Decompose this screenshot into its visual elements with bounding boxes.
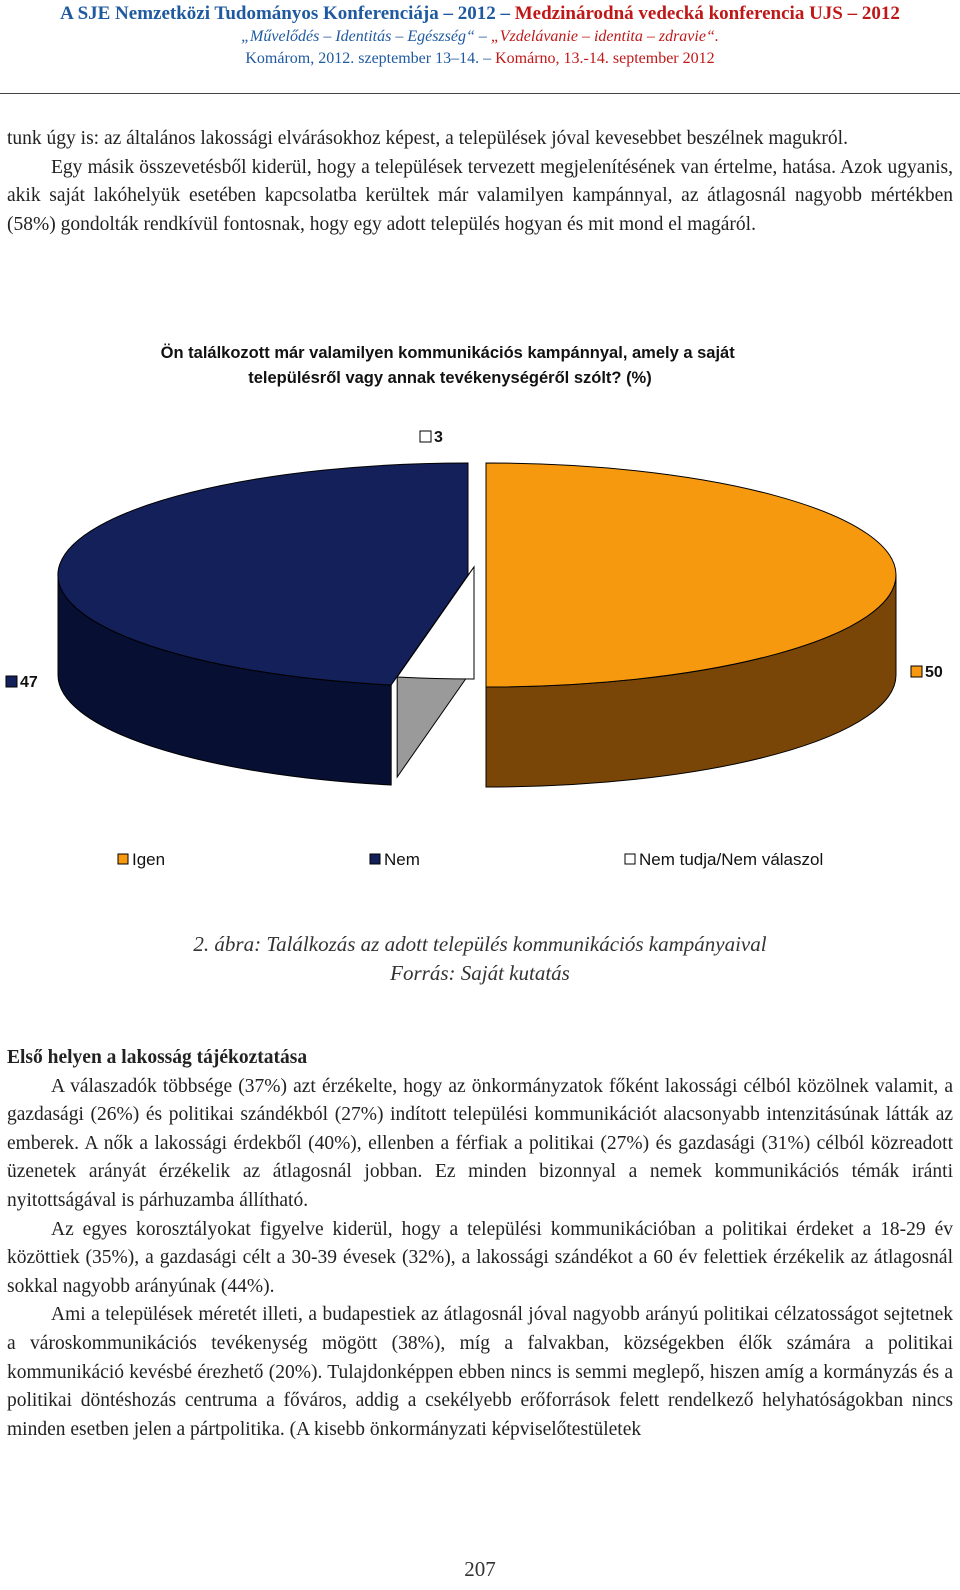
section-paragraph-3: Ami a települések méretét illeti, a budapestiek az átlagosnál jóval nagyobb arányú politikai célzatosságot sejtetnek a városkommunikációs tevékenység mögött (38%), míg a falvakban, községekben élők számára a politikai kommunikáció kevésbé érezhető (20%). Tulajdonképpen ebben nincs is semmi meglepő, hiszen amíg a kormányzás és a politikai döntéshozás centruma a főváros, addig a csekélyebb erőforrások felett rendelkező helyhatóságokban nincs minden esetben jelen a pártpolitika. (A kisebb önkormányzati képviselőtestületek xyxy=(7,1304,953,1440)
header-line-3-sk: Komárno, 13.-14. september 2012 xyxy=(495,50,715,67)
caption-title: 2. ábra: Találkozás az adott település kommunikációs kampányaival xyxy=(193,932,767,956)
legend-swatch-nem-tudja xyxy=(625,854,635,864)
chart-legend xyxy=(118,850,823,869)
pie-chart xyxy=(0,338,960,898)
data-label-nem-tudja: 3 xyxy=(434,429,443,446)
legend-label-igen: Igen xyxy=(132,850,166,869)
legend-label-nem: Nem xyxy=(384,850,420,869)
data-label-swatch-igen xyxy=(911,666,922,677)
chart-title xyxy=(161,343,740,387)
header-line-1 xyxy=(0,2,960,26)
data-label-igen: 50 xyxy=(925,664,943,681)
chart-title-line-2: településről vagy annak tevékenységéről szólt? (%) xyxy=(248,369,652,387)
figure-caption xyxy=(0,930,960,988)
header-rule xyxy=(0,93,960,94)
header-line-2-sk: „Vzdelávanie – identita – zdravie“. xyxy=(490,28,719,45)
data-label-nem: 47 xyxy=(20,674,38,691)
header-line-3-hu: Komárom, 2012. szeptember 13–14. – xyxy=(245,50,496,67)
legend-swatch-igen xyxy=(118,854,128,864)
header-line-1-sk: Medzinárodná vedecká konferencia UJS – 2012 xyxy=(514,3,900,24)
intro-paragraph-2: Egy másik összevetésből kiderül, hogy a települések tervezett megjelenítésének van értelme, hatása. Azok ugyanis, akik saját lakóhelyük esetében kapcsolatba kerültek már valamilyen kampánnyal, az átlagosnál nagyobb mértékben (58%) gondolták rendkívül fontosnak, hogy egy adott település hogyan és mit mond el magáról. xyxy=(7,156,953,235)
pie-slices xyxy=(58,463,896,787)
section-paragraph-2: Az egyes korosztályokat figyelve kiderül, hogy a települési kommunikációban a politikai érdeket a 18-29 év közöttiek (35%), a gazdasági célt a 30-39 évesek (32%), a lakossági szándékot a 60 év felettiek érzékelik az átlagosnál sokkal nagyobb arányúnak (44%). xyxy=(7,1218,953,1297)
chart-title-line-1: Ön találkozott már valamilyen kommunikációs kampánnyal, amely a saját xyxy=(160,344,735,362)
intro-text xyxy=(7,125,953,239)
header-line-2 xyxy=(0,26,960,48)
section-paragraph-1: A válaszadók többsége (37%) azt érzékelte, hogy az önkormányzatok főként lakossági célból közölnek valamit, a gazdasági (26%) és politikai szándékból (27%) indított települési kommunikációt alacsonyabb intenzitásúnak látták az emberek. A nők a lakossági érdekből (40%), ellenben a férfiak a politikai (27%) és gazdasági (31%) célból közreadott üzenetek arányát érzékelik az átlagosnál jobban. Ez minden bizonnyal a nemek kommunikációs témák iránti nyitottságával is párhuzamba állítható. xyxy=(7,1075,953,1211)
page-number: 207 xyxy=(464,1557,496,1581)
data-label-swatch-nem xyxy=(6,676,17,687)
intro-paragraph-1: tunk úgy is: az általános lakossági elvárásokhoz képest, a települések jóval kevesebbet beszélnek magukról. xyxy=(7,128,848,149)
caption-source: Forrás: Saját kutatás xyxy=(390,961,570,985)
section-title: Első helyen a lakosság tájékoztatása xyxy=(7,1047,308,1068)
legend-label-nem-tudja: Nem tudja/Nem válaszol xyxy=(639,850,824,869)
pie-chart-svg xyxy=(0,338,960,898)
conference-header xyxy=(0,2,960,70)
data-label-swatch-nem-tudja xyxy=(420,431,431,442)
header-line-2-hu: „Művelődés – Identitás – Egészség“ – xyxy=(241,28,491,45)
header-line-3 xyxy=(0,48,960,70)
header-line-1-hu: A SJE Nemzetközi Tudományos Konferenciája – 2012 – xyxy=(60,3,515,24)
legend-swatch-nem xyxy=(370,854,380,864)
section-text xyxy=(7,1044,953,1444)
